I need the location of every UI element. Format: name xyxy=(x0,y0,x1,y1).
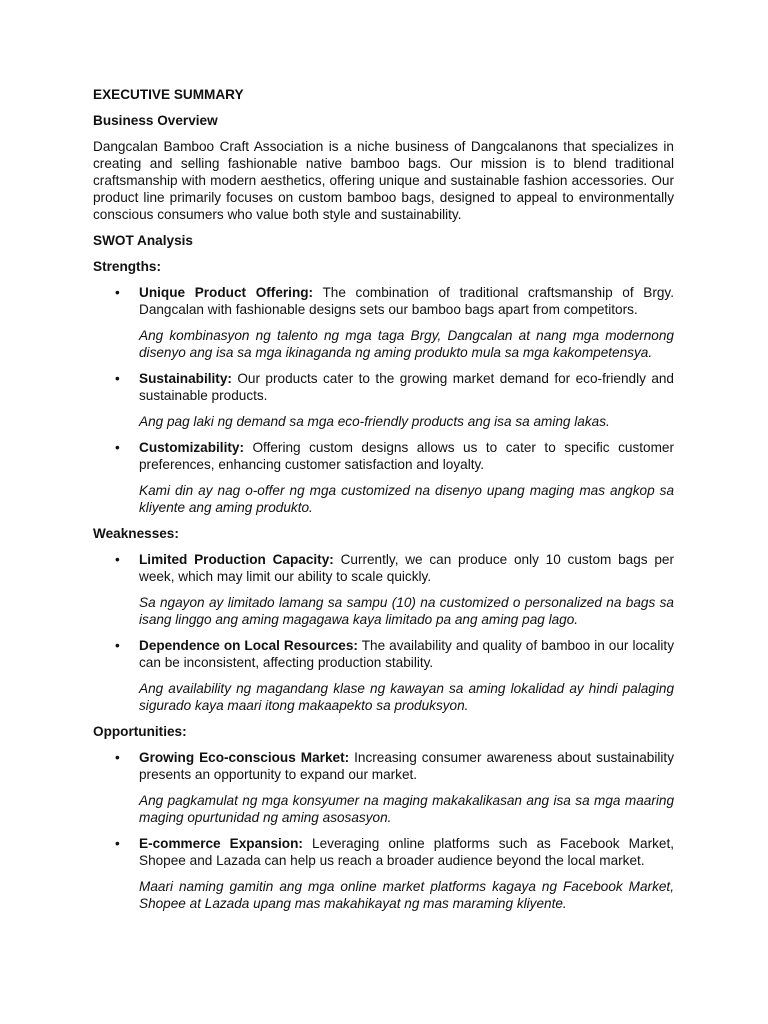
point-text xyxy=(139,439,674,473)
document-page xyxy=(93,86,674,921)
point-description: The availability and quality of bamboo in our locality can be inconsistent, affecting production stability. xyxy=(139,638,674,670)
point-description: The combination of traditional craftsmanship of Brgy. Dangcalan with fashionable designs sets our bamboo bags apart from competitors. xyxy=(139,285,674,317)
point-translation: Ang pag laki ng demand sa mga eco-friendly products ang isa sa aming lakas. xyxy=(139,414,610,429)
point-text xyxy=(139,637,674,671)
bullet-icon: • xyxy=(115,371,120,386)
point-description: Offering custom designs allows us to cater to specific customer preferences, enhancing customer satisfaction and loyalty. xyxy=(139,440,674,472)
bullet-icon: • xyxy=(115,836,120,851)
weakness-item xyxy=(93,551,674,628)
point-translation: Kami din ay nag o-offer ng mga customized na disenyo upang maging mas angkop sa kliyente ang aming produkto. xyxy=(139,483,674,515)
point-description: Increasing consumer awareness about sustainability presents an opportunity to expand our market. xyxy=(139,750,675,782)
weaknesses-list xyxy=(93,551,674,714)
point-text xyxy=(139,749,674,783)
strengths-list xyxy=(93,284,674,516)
point-translation: Ang pagkamulat ng mga konsyumer na maging makakalikasan ang isa sa mga maaring maging opurtunidad ng aming asosasyon. xyxy=(139,793,674,825)
point-description: Currently, we can produce only 10 custom bags per week, which may limit our ability to scale quickly. xyxy=(139,552,674,584)
swot-heading: SWOT Analysis xyxy=(93,233,193,248)
point-title: E-commerce Expansion: xyxy=(139,836,303,851)
strengths-heading: Strengths: xyxy=(93,259,161,274)
point-text xyxy=(139,370,674,404)
point-title: Unique Product Offering: xyxy=(139,285,314,300)
business-overview-text: Dangcalan Bamboo Craft Association is a niche business of Dangcalanons that specializes in creating and selling fashionable native bamboo bags. Our mission is to blend traditional craftsmanship with modern aesthetics, offering unique and sustainable fashion accessories. Our product line primarily focuses on custom bamboo bags, designed to appeal to environmentally conscious consumers who value both style and sustainability. xyxy=(93,139,674,222)
bullet-icon: • xyxy=(115,552,120,567)
point-title: Limited Production Capacity: xyxy=(139,552,334,567)
point-text xyxy=(139,551,674,585)
point-translation: Maari naming gamitin ang mga online market platforms kagaya ng Facebook Market, Shopee at Lazada upang mas makahikayat ng mas maraming kliyente. xyxy=(139,879,674,911)
document-title: EXECUTIVE SUMMARY xyxy=(93,87,244,102)
point-title: Dependence on Local Resources: xyxy=(139,638,358,653)
point-title: Growing Eco-conscious Market: xyxy=(139,750,350,765)
bullet-icon: • xyxy=(115,750,120,765)
opportunities-list xyxy=(93,749,674,912)
opportunity-item xyxy=(93,835,674,912)
bullet-icon: • xyxy=(115,440,120,455)
point-translation: Sa ngayon ay limitado lamang sa sampu (10) na customized o personalized na bags sa isang linggo ang aming magagawa kaya limitado pa ang aming pag lago. xyxy=(139,595,674,627)
strength-item xyxy=(93,370,674,430)
point-text xyxy=(139,284,674,318)
point-text xyxy=(139,835,674,869)
point-title: Customizability: xyxy=(139,440,244,455)
opportunities-heading: Opportunities: xyxy=(93,724,187,739)
bullet-icon: • xyxy=(115,638,120,653)
point-title: Sustainability: xyxy=(139,371,232,386)
strength-item xyxy=(93,284,674,361)
point-translation: Ang availability ng magandang klase ng kawayan sa aming lokalidad ay hindi palaging sigurado kaya maari itong makaapekto sa produksyon. xyxy=(139,681,674,713)
point-description: Our products cater to the growing market demand for eco-friendly and sustainable products. xyxy=(139,371,674,403)
bullet-icon: • xyxy=(115,285,120,300)
business-overview-heading: Business Overview xyxy=(93,113,218,128)
weaknesses-heading: Weaknesses: xyxy=(93,526,179,541)
opportunity-item xyxy=(93,749,674,826)
point-description: Leveraging online platforms such as Facebook Market, Shopee and Lazada can help us reach a broader audience beyond the local market. xyxy=(139,836,675,868)
weakness-item xyxy=(93,637,674,714)
point-translation: Ang kombinasyon ng talento ng mga taga Brgy, Dangcalan at nang mga modernong disenyo ang isa sa mga ikinaganda ng aming produkto mula sa mga kakompetensya. xyxy=(139,328,674,360)
strength-item xyxy=(93,439,674,516)
